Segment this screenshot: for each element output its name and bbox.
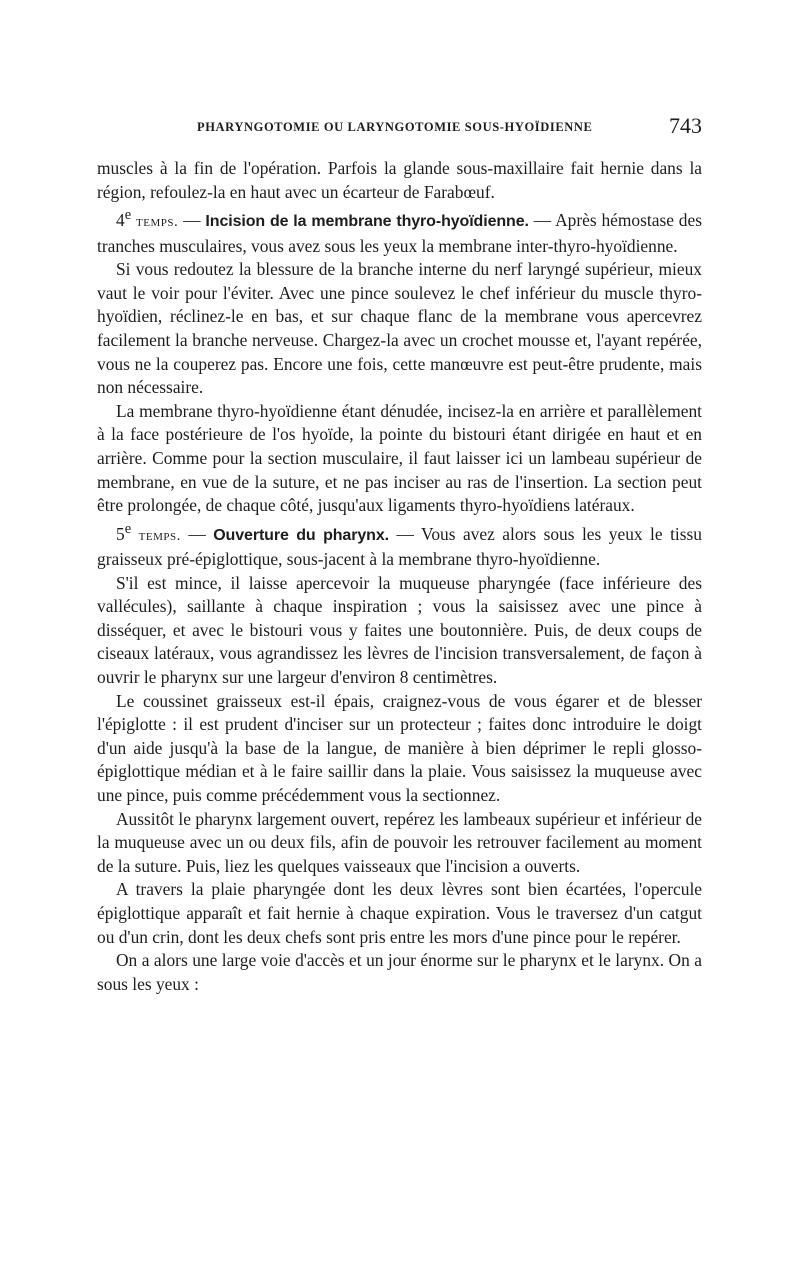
step-ordinal: e: [124, 207, 132, 224]
paragraph-text: S'il est mince, il laisse apercevoir la muqueuse pharyngée (face inférieure des vallécules), saillante à chaque inspiration ; vous la saisissez avec une pince à disséquer, et avec le bistouri vous y faites une boutonnière. Puis, de deux coups de ciseaux latéraux, vous agrandissez les lèvres de l'incision transversalement, de façon à ouvrir le pharynx sur une largeur d'environ 8 centimètres.: [97, 572, 702, 688]
paragraph-text: A travers la plaie pharyngée dont les deux lèvres sont bien écartées, l'opercule épiglottique apparaît et fait hernie à chaque expiration. Vous le traversez d'un catgut ou d'un crin, dont les deux chefs sont pris entre les mors d'une pince pour le repérer.: [97, 879, 702, 947]
paragraph: [97, 949, 702, 996]
step-dash: —: [178, 209, 206, 230]
step-label: temps.: [136, 213, 179, 230]
step-title: Incision de la membrane thyro-hyoïdienne.: [205, 212, 529, 230]
paragraph: [97, 690, 702, 808]
paragraph-text: La membrane thyro-hyoïdienne étant dénudée, incisez-la en arrière et parallèlement à la face postérieure de l'os hyoïde, la pointe du bistouri étant dirigée en haut et en arrière. Comme pour la section musculaire, il faut laisser ici un lambeau supérieur de membrane, en vue de la suture, et ne pas inciser au ras de l'insertion. La section peut être prolongée, de chaque côté, jusqu'aux ligaments thyro-hyoïdiens latéraux.: [97, 400, 702, 516]
step-title: Ouverture du pharynx.: [213, 526, 389, 544]
paragraph-text: — Vous avez alors sous les yeux le tissu graisseux pré-épiglottique, sous-jacent à la membrane thyro-hyoïdienne.: [97, 523, 702, 570]
paragraph-text: On a alors une large voie d'accès et un jour énorme sur le pharynx et le larynx. On a sous les yeux :: [97, 950, 702, 994]
paragraph-text: Aussitôt le pharynx largement ouvert, repérez les lambeaux supérieur et inférieur de la muqueuse avec un ou deux fils, afin de pouvoir les retrouver facilement au moment de la suture. Puis, liez les quelques vaisseaux que l'incision a ouverts.: [97, 808, 702, 876]
step-label: temps.: [138, 527, 181, 544]
paragraph: [97, 400, 702, 518]
running-head: [97, 113, 702, 139]
body-text: [97, 157, 702, 996]
paragraph-text: muscles à la fin de l'opération. Parfois la glande sous-maxillaire fait hernie dans la région, refoulez-la en haut avec un écarteur de Farabœuf.: [97, 158, 702, 202]
paragraph: [97, 258, 702, 400]
step-paragraph: [97, 518, 702, 572]
paragraph-text: Le coussinet graisseux est-il épais, craignez-vous de vous égarer et de blesser l'épiglotte : il est prudent d'inciser sur un protecteur ; faites donc introduire le doigt d'un aide jusqu'à la base de la langue, de manière à bien déprimer le repli glosso-épiglottique médian et à le faire saillir dans la plaie. Vous saisissez la muqueuse avec une pince, puis comme précédemment vous la sectionnez.: [97, 690, 702, 806]
running-title: PHARYNGOTOMIE OU LARYNGOTOMIE SOUS-HYOÏDIENNE: [197, 120, 593, 134]
paragraph-text: — Après hémostase des tranches musculaires, vous avez sous les yeux la membrane inter-thyro-hyoïdienne.: [97, 209, 702, 256]
step-number: 4: [116, 209, 125, 230]
step-paragraph: [97, 204, 702, 258]
page-number: 743: [669, 113, 702, 138]
step-ordinal: e: [124, 520, 132, 537]
paragraph: [97, 878, 702, 949]
paragraph: [97, 572, 702, 690]
paragraph: [97, 157, 702, 204]
step-dash: —: [180, 523, 214, 544]
step-number: 5: [116, 523, 125, 544]
paragraph-text: Si vous redoutez la blessure de la branche interne du nerf laryngé supérieur, mieux vaut le voir pour l'éviter. Avec une pince soulevez le chef inférieur du muscle thyro-hyoïdien, réclinez-le en bas, et sur chaque flanc de la membrane vous apercevrez facilement la branche nerveuse. Chargez-la avec un crochet mousse et, l'ayant repérée, vous ne la couperez pas. Encore une fois, cette manœuvre est peut-être prudente, mais non nécessaire.: [97, 259, 702, 398]
paragraph: [97, 808, 702, 879]
